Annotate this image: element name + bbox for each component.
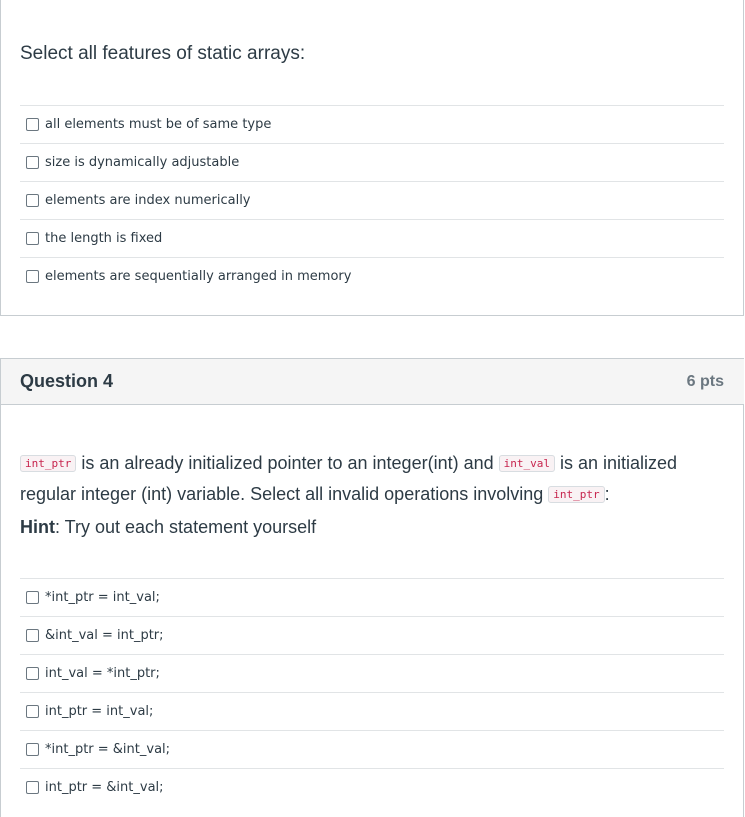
code-int-ptr: int_ptr xyxy=(548,486,604,503)
code-int-val: int_val xyxy=(499,455,555,472)
question-title: Question 4 xyxy=(20,371,114,391)
checkbox[interactable] xyxy=(26,629,39,642)
code-int-ptr: int_ptr xyxy=(20,455,76,472)
question-4-card xyxy=(0,358,744,817)
answer-option[interactable] xyxy=(20,768,724,806)
previous-question-card xyxy=(0,0,744,316)
answer-option[interactable] xyxy=(20,578,724,616)
hint-label: Hint xyxy=(20,517,55,537)
answer-option[interactable] xyxy=(20,219,724,257)
checkbox[interactable] xyxy=(26,743,39,756)
answer-list xyxy=(20,578,724,806)
question-text-part2: is an initialized regular integer (int) variable. Select all invalid operations involving xyxy=(20,453,678,504)
question-text-part1: is an already initialized pointer to an integer(int) and xyxy=(76,453,499,473)
answer-label: the length is fixed xyxy=(45,231,163,246)
checkbox[interactable] xyxy=(26,156,39,169)
answer-label: elements are index numerically xyxy=(45,193,251,208)
answer-label: size is dynamically adjustable xyxy=(45,155,240,170)
answer-label: int_ptr = int_val; xyxy=(45,704,154,719)
answer-option[interactable] xyxy=(20,730,724,768)
answer-option[interactable] xyxy=(20,105,724,143)
answer-label: *int_ptr = &int_val; xyxy=(45,742,171,757)
hint-text: : Try out each statement yourself xyxy=(55,517,317,537)
answer-option[interactable] xyxy=(20,181,724,219)
question-header xyxy=(1,359,744,405)
question-text xyxy=(20,449,720,511)
answer-label: int_ptr = &int_val; xyxy=(45,780,164,795)
question-text: Select all features of static arrays: xyxy=(20,43,306,64)
answer-option[interactable] xyxy=(20,616,724,654)
checkbox[interactable] xyxy=(26,705,39,718)
checkbox[interactable] xyxy=(26,270,39,283)
answer-label: &int_val = int_ptr; xyxy=(45,628,164,643)
answer-label: elements are sequentially arranged in memory xyxy=(45,269,352,284)
checkbox[interactable] xyxy=(26,667,39,680)
hint xyxy=(20,517,316,538)
checkbox[interactable] xyxy=(26,194,39,207)
answer-list xyxy=(20,105,724,295)
answer-option[interactable] xyxy=(20,143,724,181)
answer-label: all elements must be of same type xyxy=(45,117,272,132)
question-text-part3: : xyxy=(604,484,610,504)
checkbox[interactable] xyxy=(26,118,39,131)
checkbox[interactable] xyxy=(26,781,39,794)
checkbox[interactable] xyxy=(26,232,39,245)
question-points: 6 pts xyxy=(686,373,724,390)
checkbox[interactable] xyxy=(26,591,39,604)
answer-option[interactable] xyxy=(20,692,724,730)
answer-option[interactable] xyxy=(20,257,724,295)
answer-option[interactable] xyxy=(20,654,724,692)
answer-label: int_val = *int_ptr; xyxy=(45,666,160,681)
answer-label: *int_ptr = int_val; xyxy=(45,590,160,605)
